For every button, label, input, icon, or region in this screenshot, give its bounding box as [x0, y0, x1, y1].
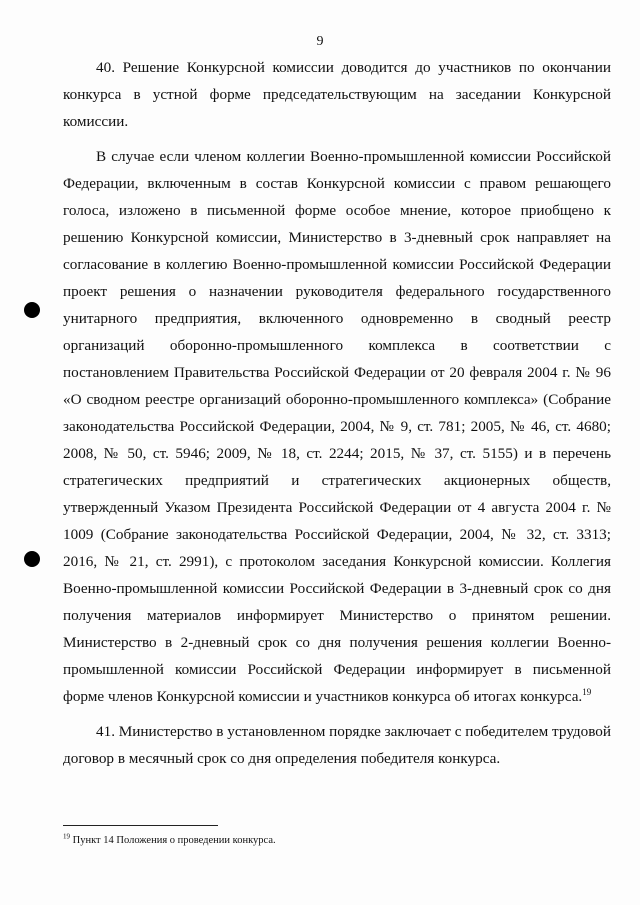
footnote-mark: 19	[63, 832, 70, 841]
paragraph-text: В случае если членом коллегии Военно-промышленной комиссии Российской Федерации, включенным в состав Конкурсной комиссии с правом решающего голоса, изложено в письменной форме особое мнение, которое приобщено к решению Конкурсной комиссии, Министерство в 3-дневный срок направляет на согласование в коллегию Военно-промышленной комиссии Российской Федерации проект решения о назначении руководителя федерального государственного унитарного предприятия, включенного одновременно в сводный реестр организаций оборонно-промышленного комплекса в соответствии с постановлением Правительства Российской Федерации от 20 февраля 2004 г. № 96 «О сводном реестре организаций оборонно-промышленного комплекса» (Собрание законодательства Российской Федерации, 2004, № 9, ст. 781; 2005, № 46, ст. 4680; 2008, № 50, ст. 5946; 2009, № 18, ст. 2244; 2015, № 37, ст. 5155) и в перечень стратегических предприятий и стратегических акционерных обществ, утвержденный Указом Президента Российской Федерации от 4 августа 2004 г. № 1009 (Собрание законодательства Российской Федерации, 2004, № 32, ст. 3313; 2016, № 21, ст. 2991), с протоколом заседания Конкурсной комиссии. Коллегия Военно-промышленной комиссии Российской Федерации в 3-дневный срок со дня получения материалов информирует Министерство о принятом решении. Министерство в 2-дневный срок со дня получения решения коллегии Военно-промышленной комиссии Российской Федерации информирует в письменной форме членов Конкурсной комиссии и участников конкурса об итогах конкурса.	[63, 148, 611, 705]
footnote-separator	[63, 825, 218, 826]
paragraph-text: 40. Решение Конкурсной комиссии доводится до участников по окончании конкурса в устной форме председательствующим на заседании Конкурсной комиссии.	[63, 59, 611, 130]
paragraph-41	[63, 718, 611, 772]
paragraph-40	[63, 54, 611, 135]
paragraph-text: 41. Министерство в установленном порядке заключает с победителем трудовой договор в месячный срок со дня определения победителя конкурса.	[63, 723, 611, 767]
body-text	[63, 54, 611, 772]
punch-hole-mark	[24, 302, 40, 318]
paragraph-40-continued	[63, 143, 611, 710]
page-number: 9	[316, 34, 324, 49]
footnote-reference[interactable]: 19	[582, 686, 592, 697]
footnote-text: Пункт 14 Положения о проведении конкурса.	[72, 835, 276, 846]
punch-hole-mark	[24, 551, 40, 567]
footnote	[63, 834, 603, 848]
